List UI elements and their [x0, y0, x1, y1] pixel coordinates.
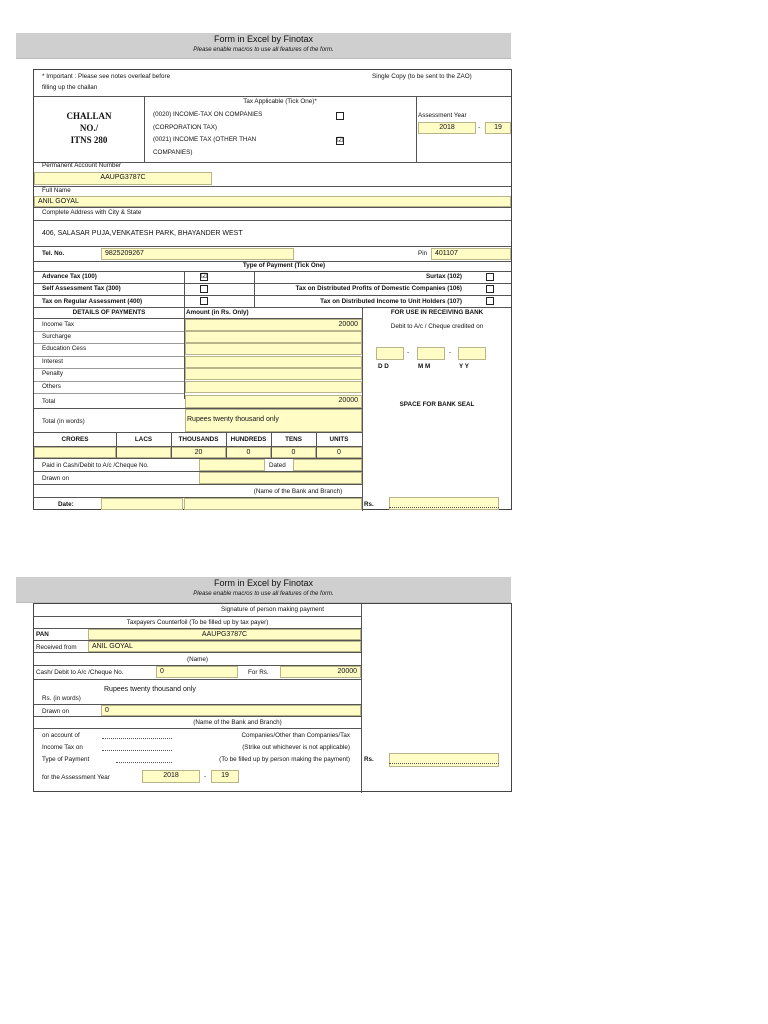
rs-label: Rs. [364, 501, 374, 508]
denom-crores: CRORES [61, 436, 89, 443]
full-name-field[interactable]: ANIL GOYAL [34, 196, 511, 207]
denom-thousands: THOUSANDS [178, 436, 219, 443]
option-0020-checkbox[interactable] [336, 112, 344, 120]
denom-crores-value[interactable] [34, 447, 116, 458]
dated-field[interactable] [293, 459, 362, 471]
cf-received-field[interactable]: ANIL GOYAL [88, 641, 361, 652]
row-interest-value[interactable] [185, 356, 362, 368]
address-label: Complete Address with City & State [42, 209, 142, 216]
date-field[interactable] [101, 498, 183, 510]
date-yy-label: Y Y [459, 363, 469, 370]
paid-in-label: Paid in Cash/Debit to A/c /Cheque No. [42, 462, 149, 469]
cf-bank-branch-label: (Name of the Bank and Branch) [193, 719, 282, 726]
row-interest-label: Interest [42, 358, 63, 365]
denom-units-value[interactable]: 0 [316, 447, 362, 458]
date-month-field[interactable] [417, 347, 445, 360]
pin-label: Pin [418, 250, 428, 257]
pin-field[interactable]: 401107 [431, 248, 511, 260]
denom-tens-value[interactable]: 0 [271, 447, 316, 458]
date-dash-2: - [449, 349, 452, 356]
distributed-profits-checkbox[interactable] [486, 285, 494, 293]
challan-no: NO./ [79, 123, 99, 133]
cf-for-rs-field[interactable]: 20000 [280, 666, 361, 678]
total-words-label: Total (in words) [42, 418, 85, 425]
cf-cash-label: Cash/ Debit to A/c /Cheque No. [36, 669, 124, 676]
cf-received-label: Received from [36, 644, 77, 651]
itns-number: ITNS 280 [70, 135, 108, 145]
row-others-label: Others [42, 383, 61, 390]
advance-tax-label: Advance Tax (100) [42, 273, 97, 280]
signature-label: Signature of person making payment [221, 606, 324, 613]
assessment-year-dash: - [477, 124, 481, 131]
denom-lacs-value[interactable] [116, 447, 171, 458]
cf-rs-field[interactable] [389, 753, 499, 767]
cf-assessment-label: for the Assessment Year [42, 774, 110, 781]
date-label: Date: [58, 501, 74, 508]
regular-assessment-checkbox[interactable] [200, 297, 208, 305]
option-0021-label: (0021) INCOME TAX (OTHER THAN [153, 136, 257, 143]
row-surcharge-label: Surcharge [42, 333, 72, 340]
denom-thousands-value[interactable]: 20 [171, 447, 226, 458]
denom-tens: TENS [285, 436, 302, 443]
counterfoil-header-bar [16, 577, 511, 603]
important-note-2: filling up the challan [42, 84, 98, 91]
denom-hundreds-value[interactable]: 0 [226, 447, 271, 458]
type-of-payment-label: Type of Payment (Tick One) [242, 262, 326, 269]
important-note: * Important : Please see notes overleaf before [42, 73, 171, 80]
address-field[interactable]: 406, SALASAR PUJA,VENKATESH PARK, BHAYANDER WEST [42, 230, 243, 237]
cheque-no-field[interactable] [199, 459, 265, 471]
denom-units: UNITS [329, 436, 349, 443]
date-day-field[interactable] [376, 347, 404, 360]
form-header-subtitle: Please enable macros to use all features of the form. [193, 47, 334, 53]
denom-lacs: LACS [134, 436, 153, 443]
cf-cash-field[interactable]: 0 [156, 666, 238, 678]
row-education-cess-value[interactable] [185, 343, 362, 355]
single-copy-note: Single Copy (to be sent to the ZAO) [372, 73, 472, 80]
rs-field[interactable] [389, 497, 499, 510]
bank-seal-label: SPACE FOR BANK SEAL [399, 401, 475, 408]
bank-branch-label: (Name of the Bank and Branch) [253, 488, 343, 495]
cf-companies-label: Companies/Other than Companies/Tax [241, 732, 350, 739]
form-header-title: Form in Excel by Finotax [213, 34, 314, 44]
date-mm-label: M M [418, 363, 431, 370]
counterfoil-label: Taxpayers Counterfoil (To be filled up by tax payer) [126, 619, 269, 626]
cf-year-to[interactable]: 19 [211, 770, 239, 783]
cf-income-tax-on-label: Income Tax on [42, 744, 83, 751]
assessment-year-label: Assessment Year [418, 112, 467, 119]
cf-pan-field[interactable]: AAUPG3787C [88, 629, 361, 640]
dated-label: Dated [269, 462, 286, 469]
regular-assessment-label: Tax on Regular Assessment (400) [42, 298, 143, 305]
form-header-bar [16, 33, 511, 59]
cf-for-rs-label: For Rs. [248, 669, 269, 676]
option-0021-sublabel: COMPANIES) [153, 149, 193, 156]
option-0020-sublabel: (CORPORATION TAX) [153, 124, 218, 131]
cf-drawn-on-field[interactable]: 0 [101, 705, 361, 716]
cf-name-label: (Name) [187, 656, 208, 663]
advance-tax-checkbox[interactable]: ☑ [201, 273, 208, 280]
pan-field[interactable]: AAUPG3787C [34, 172, 212, 185]
row-total-label: Total [42, 398, 56, 405]
distributed-income-label: Tax on Distributed Income to Unit Holders (107) [320, 298, 462, 305]
counterfoil-header-title: Form in Excel by Finotax [213, 578, 314, 588]
challan-form [33, 69, 512, 510]
cf-filled-label: (To be filled up by person making the payment) [219, 756, 350, 763]
challan-title: CHALLAN [66, 111, 112, 121]
row-others-value[interactable] [185, 381, 362, 393]
distributed-profits-label: Tax on Distributed Profits of Domestic Companies (106) [295, 285, 462, 292]
cf-drawn-on-label: Drawn on [42, 708, 69, 715]
total-words-field[interactable]: Rupees twenty thousand only [187, 416, 279, 423]
row-total-value[interactable]: 20000 [185, 395, 362, 408]
option-0021-checkbox[interactable]: ☑ [337, 137, 344, 144]
denom-hundreds: HUNDREDS [230, 436, 267, 443]
cf-rs-label: Rs. [364, 756, 374, 763]
cf-rs-words-field[interactable]: Rupees twenty thousand only [104, 686, 196, 693]
cf-type-payment-label: Type of Payment [42, 756, 90, 763]
surtax-checkbox[interactable] [486, 273, 494, 281]
counterfoil-header-subtitle: Please enable macros to use all features of the form. [193, 591, 334, 597]
bank-use-label: FOR USE IN RECEIVING BANK [390, 309, 484, 316]
distributed-income-checkbox[interactable] [486, 297, 494, 305]
row-surcharge-value[interactable] [185, 331, 362, 343]
date-year-field[interactable] [458, 347, 486, 360]
self-assessment-label: Self Assessment Tax (300) [42, 285, 121, 292]
option-0020-label: (0020) INCOME-TAX ON COMPANIES [153, 111, 263, 118]
tel-field[interactable]: 9825209267 [101, 248, 294, 260]
date-dd-label: D D [378, 363, 389, 370]
tax-applicable-label: Tax Applicable (Tick One)* [243, 98, 317, 105]
row-income-tax-label: Income Tax [42, 321, 75, 328]
cf-rs-words-label: Rs. (in words) [42, 695, 81, 702]
drawn-on-label: Drawn on [42, 475, 69, 482]
signature-field[interactable] [184, 498, 362, 510]
cf-on-account-label: on account of [42, 732, 80, 739]
cf-year-dash: - [203, 773, 207, 780]
surtax-label: Surtax (102) [425, 273, 462, 280]
cf-pan-label: PAN [36, 631, 49, 638]
assessment-year-from[interactable]: 2018 [418, 122, 476, 134]
tel-label: Tel. No. [42, 250, 65, 257]
self-assessment-checkbox[interactable] [200, 285, 208, 293]
assessment-year-to[interactable]: 19 [485, 122, 511, 134]
date-dash-1: - [407, 349, 410, 356]
counterfoil-form [33, 603, 512, 792]
debit-credited-label: Debit to A/c / Cheque credited on [390, 323, 484, 330]
pan-label: Permanent Account Number [42, 162, 122, 169]
row-education-cess-label: Education Cess [42, 345, 87, 352]
row-penalty-value[interactable] [185, 368, 362, 380]
details-of-payments-label: DETAILS OF PAYMENTS [72, 309, 146, 316]
cf-year-from[interactable]: 2018 [142, 770, 200, 783]
drawn-on-field[interactable] [199, 472, 362, 484]
amount-label: Amount (in Rs. Only) [186, 309, 249, 316]
row-penalty-label: Penalty [42, 370, 64, 377]
full-name-label: Full Name [42, 187, 71, 194]
row-income-tax-value[interactable]: 20000 [185, 319, 362, 331]
cf-strike-label: (Strike out whichever is not applicable) [242, 744, 350, 751]
